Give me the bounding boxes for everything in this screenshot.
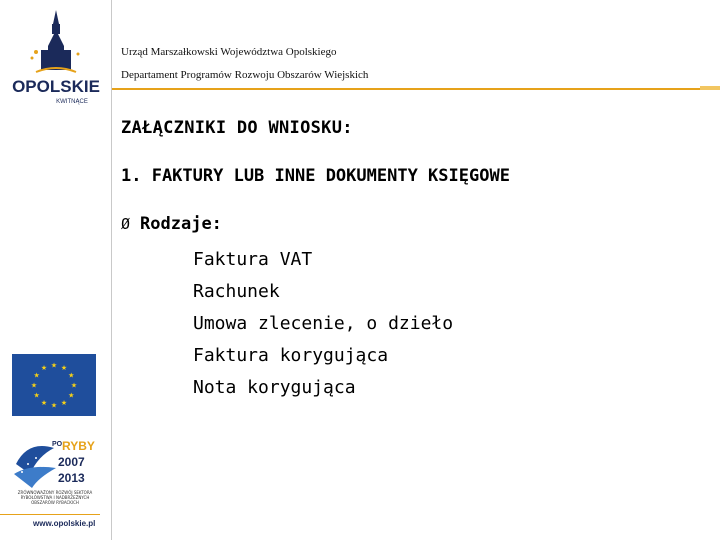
sidebar-divider [111,0,112,540]
list-item: Faktura VAT [193,249,313,270]
list-item: Rachunek [193,281,280,302]
tower-icon [31,10,80,70]
bullet-heading [121,214,222,234]
ryby-name: RYBY [62,439,95,453]
ryby-year-end: 2013 [58,471,85,485]
list-item: Umowa zlecenie, o dzieło [193,313,454,334]
bullet-label: Rodzaje: [140,214,222,234]
header-department: Departament Programów Rozwoju Obszarów Wiejskich [121,69,369,81]
header-rule [112,88,720,90]
eu-star-icon: ★ [40,398,48,407]
opolskie-logo [6,6,106,110]
eu-flag-icon [12,354,96,416]
eu-star-icon: ★ [50,401,58,410]
eu-star-icon: ★ [70,381,78,390]
url-divider [0,514,100,515]
eu-star-icon: ★ [60,398,68,407]
document-types-list [193,244,453,404]
ryby-year-start: 2007 [58,455,85,469]
list-item: Nota korygująca [193,377,356,398]
ryby-po: PO [52,441,63,448]
arrow-bullet-icon: Ø [121,215,131,233]
header-institution: Urząd Marszałkowski Województwa Opolskiego [121,46,337,58]
header-rule-accent [700,86,720,90]
eu-star-icon: ★ [33,371,40,380]
ryby-caption: ZRÓWNOWAŻONY ROZWÓJ SEKTORA RYBOŁÓWSTWA I NADBRZEŻNYCH OBSZARÓW RYBACKICH [17,490,93,505]
eu-star-icon: ★ [60,364,68,373]
list-item: Faktura korygująca [193,345,389,366]
eu-star-icon: ★ [33,391,40,400]
eu-star-icon: ★ [30,381,38,390]
page-title: ZAŁĄCZNIKI DO WNIOSKU: [121,118,353,138]
eu-star-icon: ★ [50,361,58,370]
logo-tagline: KWITNĄCE [56,99,88,105]
section-heading: 1. FAKTURY LUB INNE DOKUMENTY KSIĘGOWE [121,166,510,186]
eu-star-icon: ★ [68,391,75,400]
eu-star-icon: ★ [40,364,48,373]
logo-name: OPOLSKIE [12,77,100,96]
eu-star-icon: ★ [68,371,75,380]
website-link[interactable]: www.opolskie.pl [33,519,96,528]
